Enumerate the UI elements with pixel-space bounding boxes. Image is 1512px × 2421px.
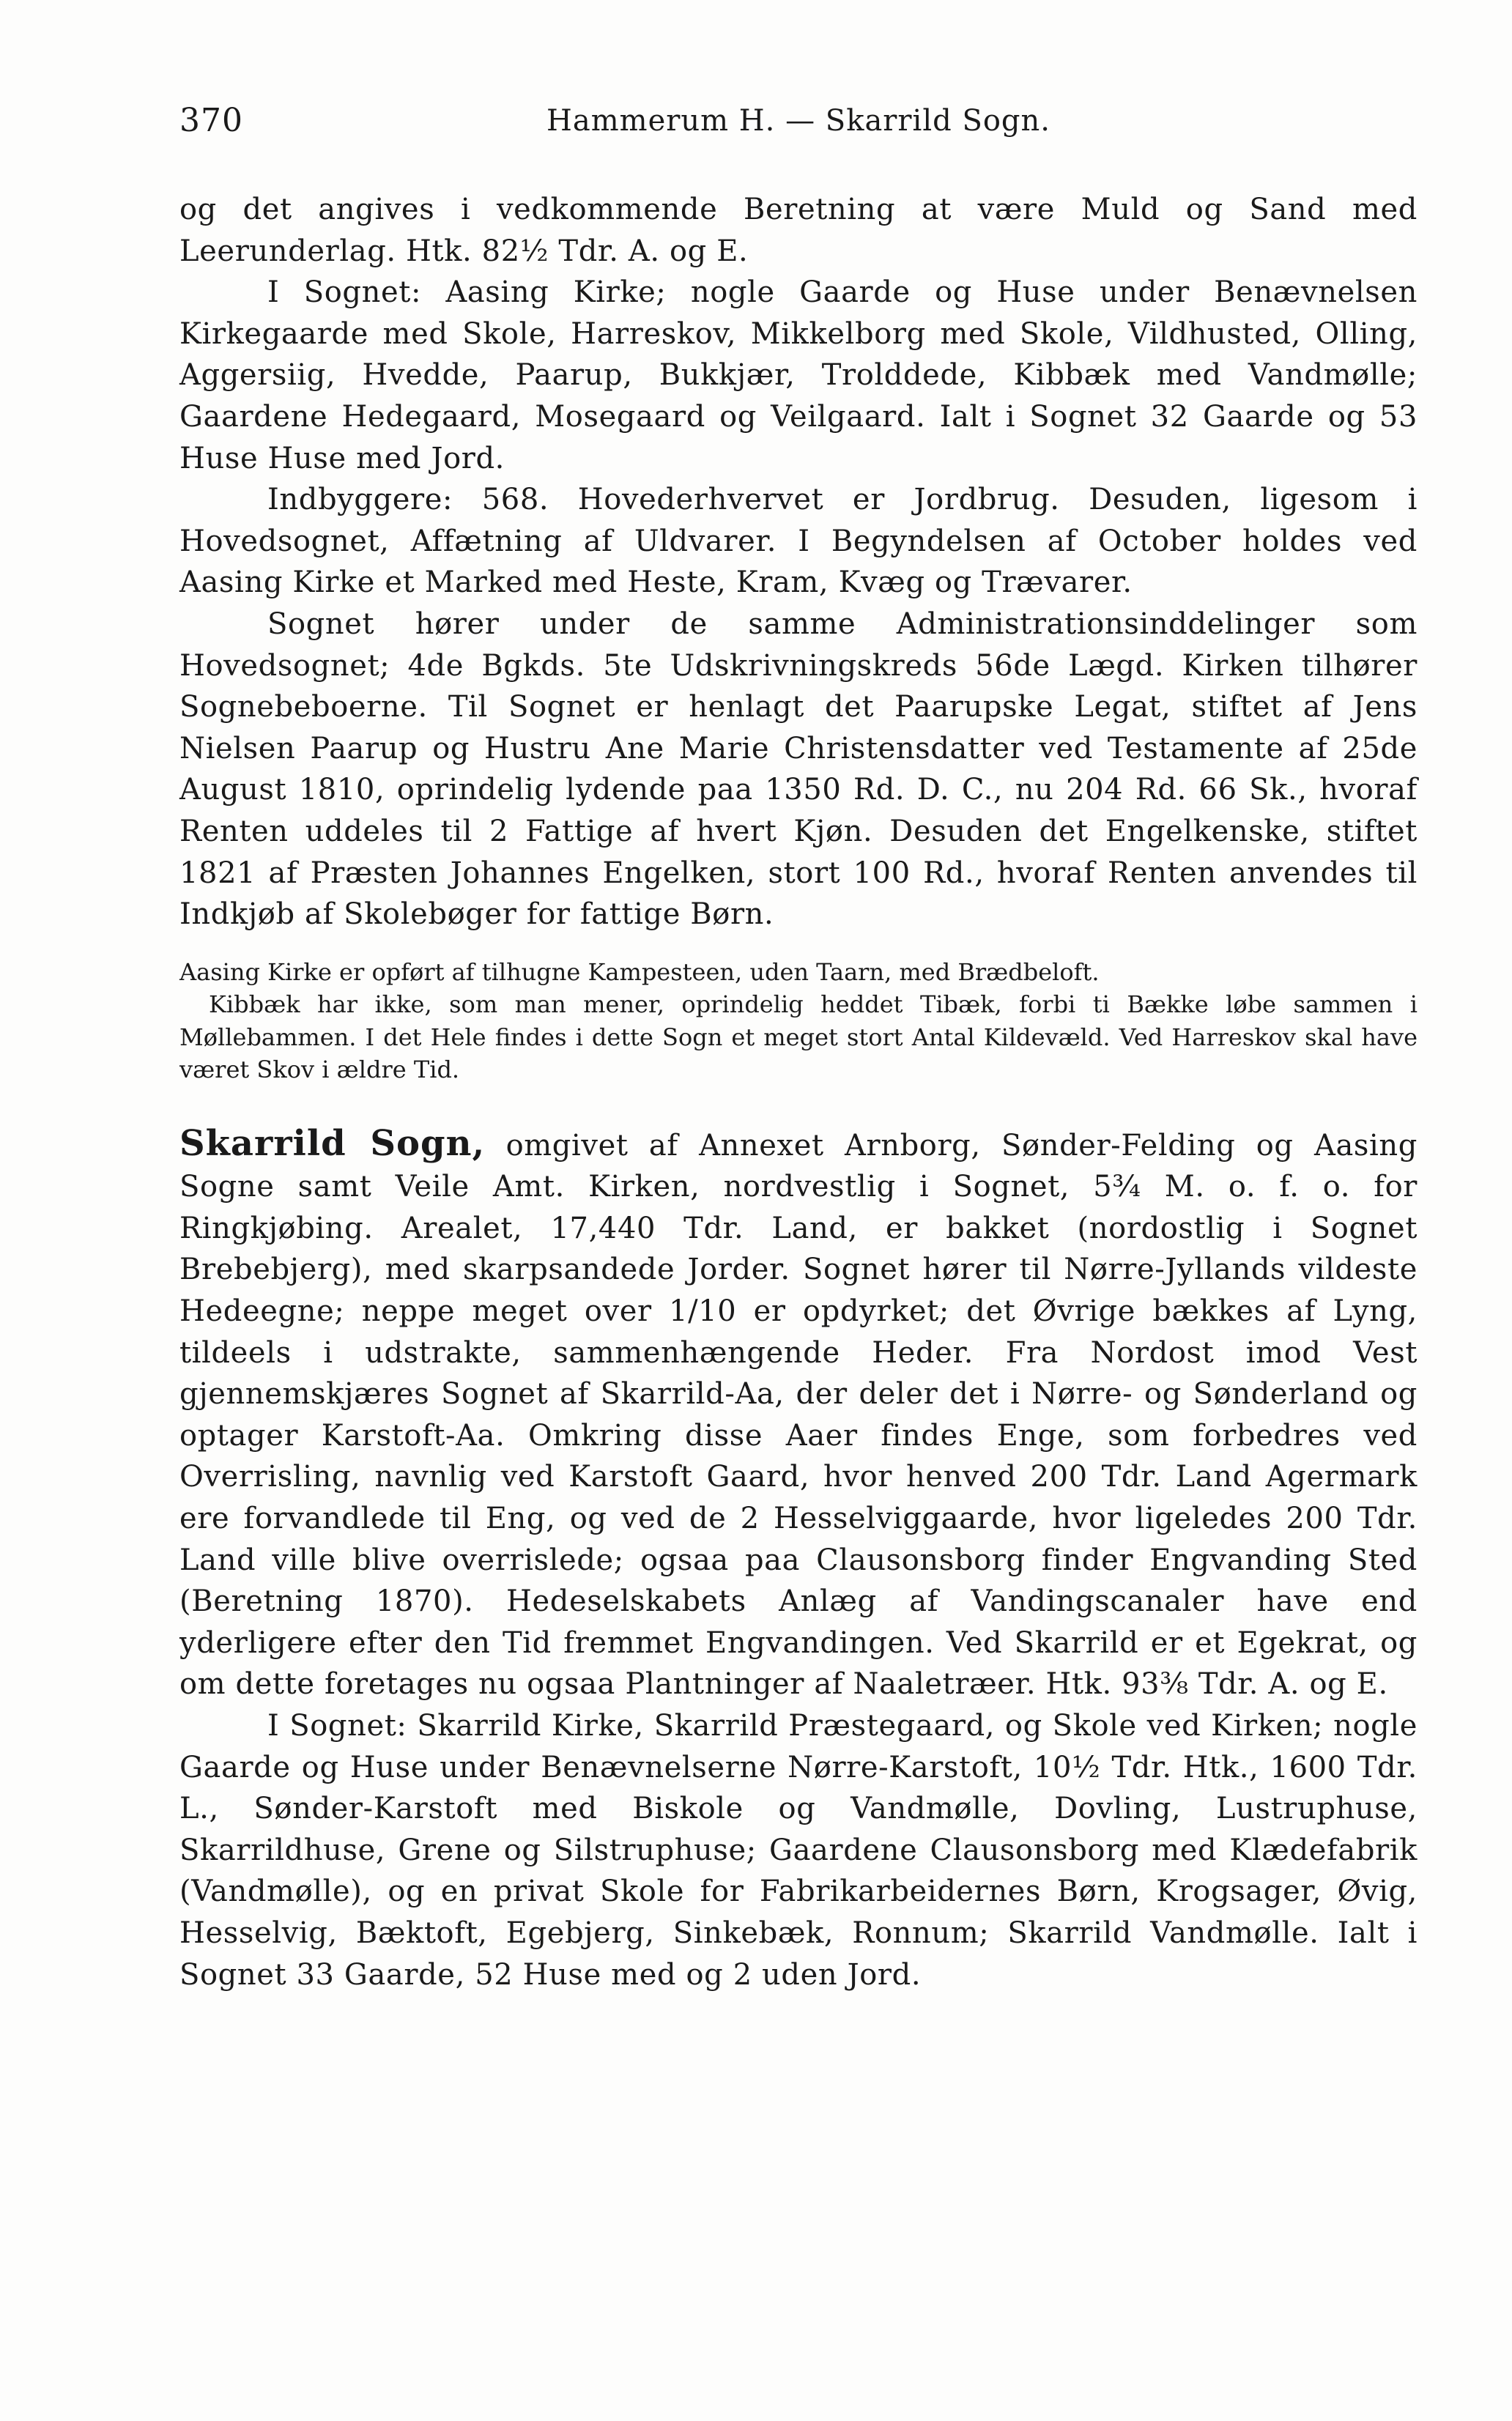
body-text [179,189,1418,1995]
section-intro [179,1123,1418,1705]
section-text: omgivet af Annexet Arnborg, Sønder-Felding og Aasing Sogne samt Veile Amt. Kirken, nordvestlig i Sognet, 5¾ M. o. f. o. for Ringkjøbing. Arealet, 17,440 Tdr. Land, er bakket (nordostlig i Sognet Brebebjerg), med skarpsandede Jorder. Sognet hører til Nørre-Jyllands vildeste Hedeegne; neppe meget over 1/10 er opdyrket; det Øvrige bækkes af Lyng, tildeels i udstrakte, sammenhængende Heder. Fra Nordost imod Vest gjennemskjæres Sognet af Skarrild-Aa, der deler det i Nørre- og Sønderland og optager Karstoft-Aa. Omkring disse Aaer findes Enge, som forbedres ved Overrisling, navnlig ved Karstoft Gaard, hvor henved 200 Tdr. Land Agermark ere forvandlede til Eng, og ved de 2 Hesselviggaarde, hvor ligeledes 200 Tdr. Land ville blive overrislede; ogsaa paa Clausonsborg finder Engvanding Sted (Beretning 1870). Hedeselskabets Anlæg af Vandingscanaler have end yderligere efter den Tid fremmet Engvandingen. Ved Skarrild er et Egekrat, og om dette foretages nu ogsaa Plantninger af Naaletræer. Htk. 93⅜ Tdr. A. og E. [179,1128,1418,1702]
paragraph-continuation: og det angives i vedkommende Beretning at være Muld og Sand med Leerunderlag. Htk. 82½ Tdr. A. og E. [179,193,1418,268]
running-head: Hammerum H. — Skarrild Sogn. [546,104,1051,138]
section-title: Skarrild Sogn, [179,1122,486,1164]
note-kibbaek: Kibbæk har ikke, som man mener, oprindelig heddet Tibæk, forbi ti Bække løbe sammen i Møllebammen. I det Hele findes i dette Sogn et meget stort Antal Kildevæld. Ved Harreskov skal have været Skov i ældre Tid. [179,990,1418,1084]
page-header [179,99,1418,150]
page-number: 370 [179,102,243,139]
paragraph-parish-places: I Sognet: Aasing Kirke; nogle Gaarde og Huse under Benævnelsen Kirkegaarde med Skole, Harreskov, Mikkelborg med Skole, Vildhusted, Olling, Aggersiig, Hvedde, Paarup, Bukkjær, Trolddede, Kibbæk med Vandmølle; Gaardene Hedegaard, Mosegaard og Veilgaard. Ialt i Sognet 32 Gaarde og 53 Huse Huse med Jord. [179,275,1418,475]
footnotes [179,956,1418,1086]
paragraph-skarrild-places: I Sognet: Skarrild Kirke, Skarrild Præstegaard, og Skole ved Kirken; nogle Gaarde og Huse under Benævnelserne Nørre-Karstoft, 10½ Tdr. Htk., 1600 Tdr. L., Sønder-Karstoft med Biskole og Vandmølle, Dovling, Lustruphuse, Skarrildhuse, Grene og Silstruphuse; Gaardene Clausonsborg med Klædefabrik (Vandmølle), og en privat Skole for Fabrikarbeidernes Børn, Krogsager, Øvig, Hesselvig, Bæktoft, Egebjerg, Sinkebæk, Ronnum; Skarrild Vandmølle. Ialt i Sognet 33 Gaarde, 52 Huse med og 2 uden Jord. [179,1709,1418,1992]
paragraph-inhabitants: Indbyggere: 568. Hovederhvervet er Jordbrug. Desuden, ligesom i Hovedsognet, Affætning af Uldvarer. I Begyndelsen af October holdes ved Aasing Kirke et Marked med Heste, Kram, Kvæg og Trævarer. [179,483,1418,600]
note-church: Aasing Kirke er opført af tilhugne Kampesteen, uden Taarn, med Brædbeloft. [179,957,1100,986]
paragraph-administration: Sognet hører under de samme Administrationsinddelinger som Hovedsognet; 4de Bgkds. 5te Udskrivningskreds 56de Lægd. Kirken tilhører Sognebeboerne. Til Sognet er henlagt det Paarupske Legat, stiftet af Jens Nielsen Paarup og Hustru Ane Marie Christensdatter ved Testamente af 25de August 1810, oprindelig lydende paa 1350 Rd. D. C., nu 204 Rd. 66 Sk., hvoraf Renten uddeles til 2 Fattige af hvert Kjøn. Desuden det Engelkenske, stiftet 1821 af Præsten Johannes Engelken, stort 100 Rd., hvoraf Renten anvendes til Indkjøb af Skolebøger for fattige Børn. [179,607,1418,932]
